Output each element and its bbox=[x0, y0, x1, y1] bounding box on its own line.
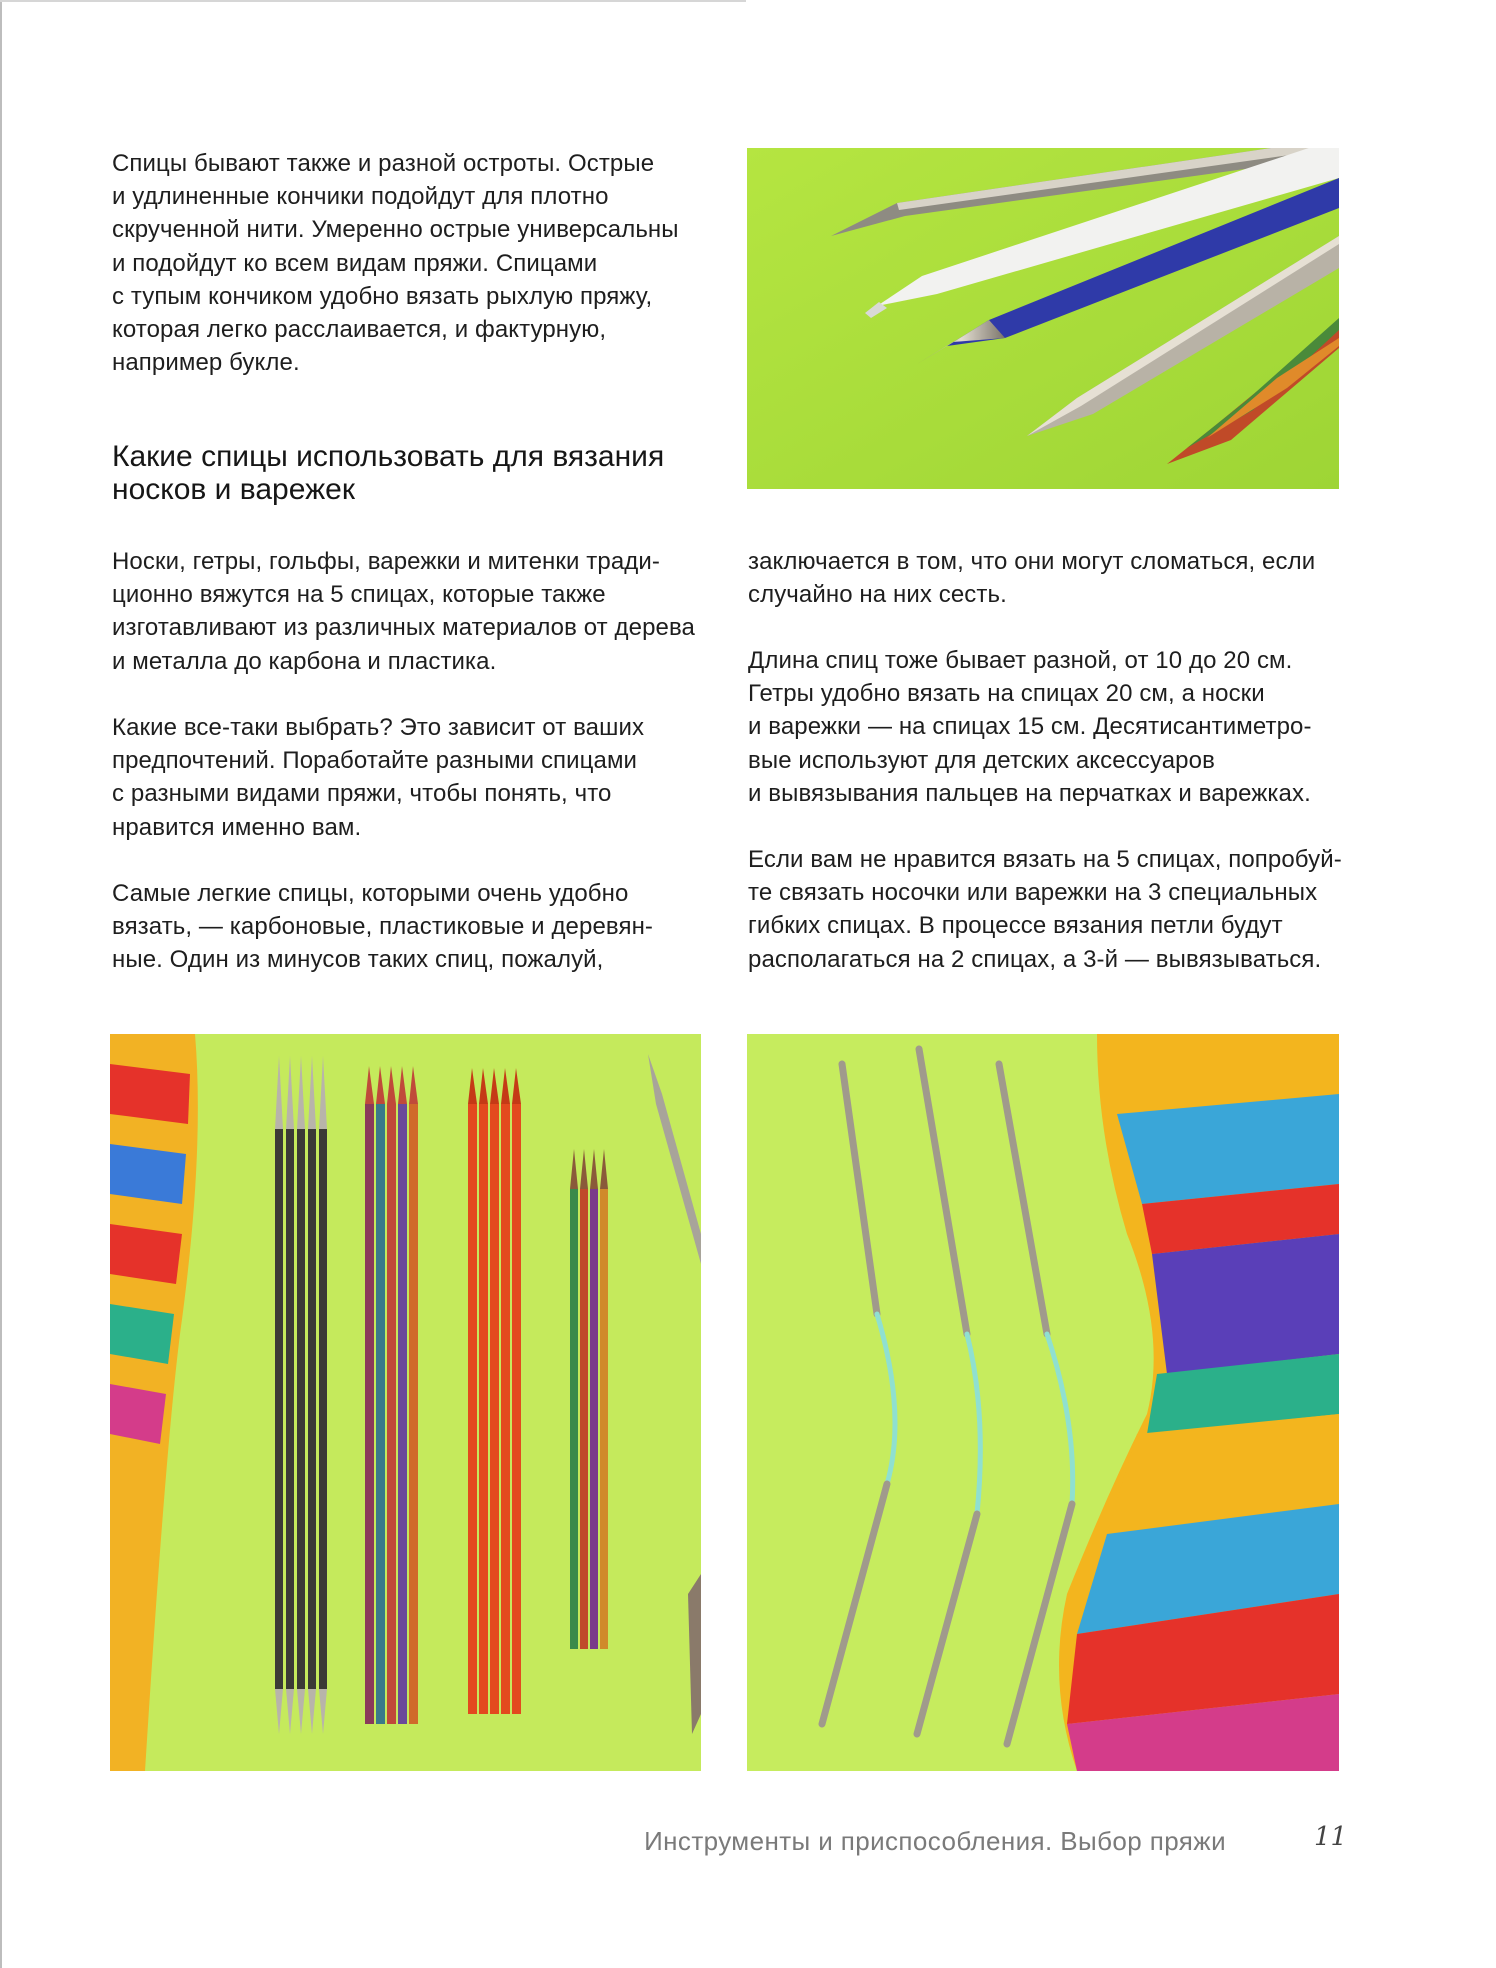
right-paragraph-2: Длина спиц тоже бывает разной, от 10 до 20 см. Гетры удобно вязать на спицах 20 см, а носки и варежки — на спицах 15 см. Десятисантиметро- вые используют для детских аксессуаров и вывязывания пальцев на перчатках и варежках. bbox=[748, 647, 1312, 807]
right-paragraph-3: Если вам не нравится вязать на 5 спицах, попробуй- те связать носочки или варежки на 3 специальных гибких спицах. В процессе вязания петли будут располагаться на 2 спицах, а 3-й — вывязываться. bbox=[748, 846, 1342, 973]
left-paragraph-1: Носки, гетры, гольфы, варежки и митенки тради- ционно вяжутся на 5 спицах, которые также изготавливают из различных материалов от дерева и металла до карбона и пластика. bbox=[112, 548, 696, 675]
left-paragraph-2: Какие все-таки выбрать? Это зависит от ваших предпочтений. Поработайте разными спицами с разными видами пряжи, чтобы понять, что нравится именно вам. bbox=[112, 714, 645, 841]
running-footer-title: Инструменты и приспособления. Выбор пряжи bbox=[644, 1826, 1226, 1856]
page-edge bbox=[0, 0, 2, 1968]
page-edge-top bbox=[0, 0, 746, 2]
photo-flexible-needles bbox=[747, 1034, 1339, 1771]
photo-dpn-sets bbox=[110, 1034, 701, 1771]
page-number: 11 bbox=[1314, 1822, 1348, 1852]
right-paragraph-1: заключается в том, что они могут сломаться, если случайно на них сесть. bbox=[748, 548, 1316, 609]
section-heading: Какие спицы использовать для вязания носков и варежек bbox=[112, 440, 665, 506]
photo-needle-tips bbox=[747, 148, 1339, 489]
left-paragraph-3: Самые легкие спицы, которыми очень удобно вязать, — карбоновые, пластиковые и деревян- ные. Один из минусов таких спиц, пожалуй, bbox=[112, 880, 654, 974]
intro-paragraph: Спицы бывают также и разной остроты. Острые и удлиненные кончики подойдут для плотно скрученной нити. Умеренно острые универсальны и подойдут ко всем видам пряжи. Спицами с тупым кончиком удобно вязать рыхлую пряжу, которая легко расслаивается, и фактурную, например букле. bbox=[112, 150, 679, 377]
